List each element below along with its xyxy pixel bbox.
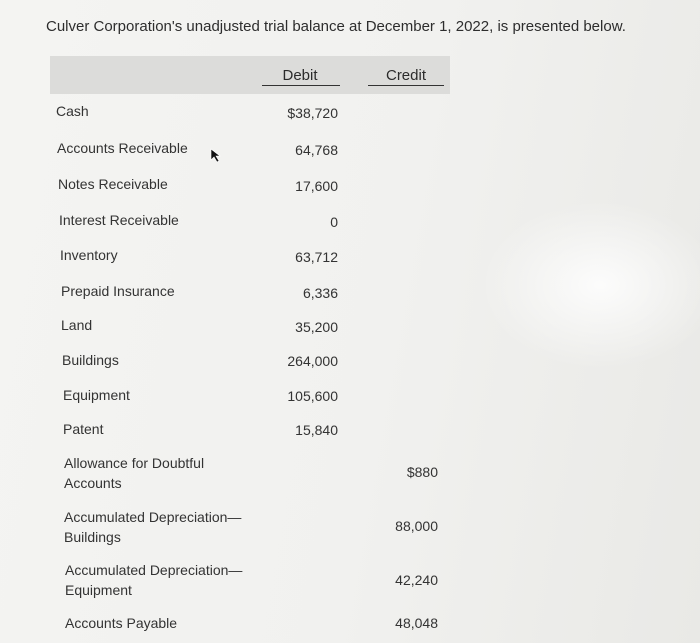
debit-value: $38,720 [287, 105, 338, 121]
credit-value: 88,000 [395, 518, 438, 534]
account-name: Accounts Receivable [57, 140, 188, 156]
debit-value: 17,600 [295, 178, 338, 194]
table-header [50, 56, 450, 94]
debit-value: 15,840 [295, 422, 338, 438]
account-name: Inventory [60, 247, 118, 263]
debit-header-underline [262, 85, 340, 86]
debit-value: 64,768 [295, 142, 338, 158]
debit-header: Debit [282, 67, 318, 84]
account-name: Interest Receivable [59, 212, 179, 228]
screen-glare [480, 200, 700, 370]
account-name-line1: Accumulated Depreciation— [64, 509, 242, 525]
account-name: Patent [63, 421, 104, 437]
debit-value: 105,600 [287, 388, 338, 404]
mouse-pointer-icon [210, 148, 224, 164]
account-name-line1: Accumulated Depreciation— [65, 562, 243, 578]
account-name-line2: Equipment [65, 582, 132, 598]
account-name-line1: Allowance for Doubtful [64, 455, 205, 471]
intro-text: Culver Corporation's unadjusted trial balance at December 1, 2022, is presented below. [46, 18, 626, 35]
debit-value: 264,000 [287, 353, 338, 369]
account-name: Accounts Payable [65, 615, 178, 631]
credit-value: 48,048 [395, 615, 438, 631]
debit-value: 6,336 [302, 285, 338, 301]
debit-value: 0 [330, 214, 338, 230]
credit-header-underline [368, 85, 444, 86]
account-name: Buildings [62, 352, 119, 368]
debit-value: 35,200 [295, 319, 338, 335]
account-name: Land [61, 317, 93, 333]
account-name-line2: Buildings [64, 529, 121, 545]
credit-value: 42,240 [395, 572, 438, 588]
trial-balance-table [50, 56, 450, 94]
credit-header: Credit [385, 67, 426, 84]
credit-value: $880 [406, 464, 438, 480]
account-name: Cash [56, 103, 89, 119]
account-name: Equipment [63, 387, 130, 403]
account-name: Prepaid Insurance [61, 283, 175, 299]
account-name: Notes Receivable [58, 176, 168, 192]
debit-value: 63,712 [295, 249, 338, 265]
account-name-line2: Accounts [64, 475, 122, 491]
